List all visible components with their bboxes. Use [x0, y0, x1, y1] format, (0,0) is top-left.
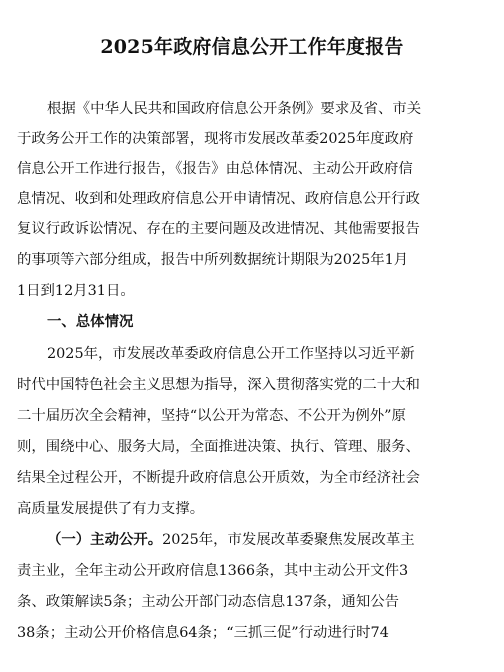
- subsection1-label: （一）主动公开。: [47, 531, 163, 548]
- subsection1-line-2: 责主业，全年主动公开政府信息1366条，其中主动公开文件3: [17, 563, 409, 579]
- section1-line-6: 高质量发展提供了有力支撑。: [17, 501, 205, 517]
- subsection1-line-3: 条、政策解读5条；主动公开部门动态信息137条，通知公告: [17, 594, 399, 610]
- intro-line-7: 1日到12月31日。: [17, 283, 135, 299]
- section1-line-3: 二十届历次全会精神，坚持“以公开为常态、不公开为例外”原: [17, 408, 406, 424]
- intro-line-3: 信息公开工作进行报告，《报告》由总体情况、主动公开政府信: [17, 161, 413, 177]
- intro-line-5: 复议行政诉讼情况、存在的主要问题及改进情况、其他需要报告: [17, 221, 420, 237]
- section1-line-1: 2025年，市发展改革委政府信息公开工作坚持以习近平新: [47, 346, 415, 362]
- subsection1-line-4: 38条；主动公开价格信息64条；“三抓三促”行动进行时74: [17, 625, 389, 641]
- subsection1-line-1: [47, 530, 415, 550]
- intro-line-1: 根据《中华人民共和国政府信息公开条例》要求及省、市关: [47, 101, 422, 117]
- document-title: 2025年政府信息公开工作年度报告: [100, 36, 404, 58]
- section-heading-overview: 一、总体情况: [47, 313, 134, 330]
- section1-line-5: 结果全过程公开，不断提升政府信息公开质效，为全市经济社会: [17, 470, 420, 486]
- intro-line-6: 的事项等六部分组成，报告中所列数据统计期限为2025年1月: [17, 252, 409, 268]
- intro-line-4: 息情况、收到和处理政府信息公开申请情况、政府信息公开行政: [17, 191, 420, 207]
- section1-line-2: 时代中国特色社会主义思想为指导，深入贯彻落实党的二十大和: [17, 377, 420, 393]
- intro-line-2: 于政务公开工作的决策部署，现将市发展改革委2025年度政府: [17, 131, 414, 147]
- section1-line-4: 则，围绕中心、服务大局，全面推进决策、执行、管理、服务、: [17, 439, 420, 455]
- subsection1-first-rest: 2025年，市发展改革委聚焦发展改革主: [162, 532, 415, 548]
